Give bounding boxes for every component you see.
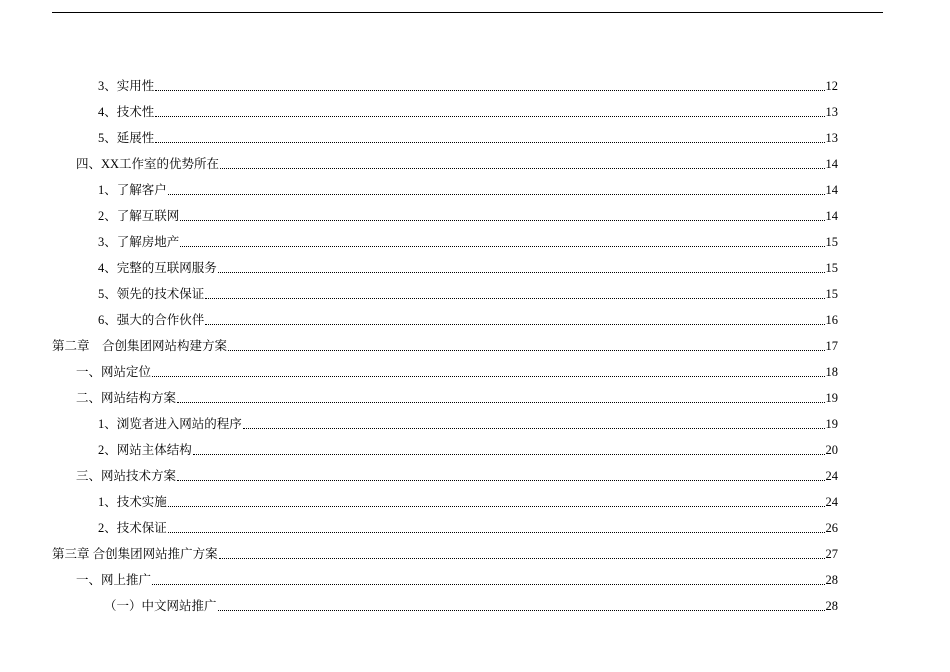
- toc-entry[interactable]: [0, 120, 838, 146]
- toc-entry[interactable]: [0, 68, 838, 94]
- toc-entry-page-number: 28: [825, 599, 838, 613]
- toc-entry-page-number: 20: [825, 443, 838, 457]
- toc-entry-page-number: 13: [825, 105, 838, 119]
- toc-entry-page-number: 15: [825, 235, 838, 249]
- dot-leader: [152, 375, 824, 377]
- toc-entry-page-number: 12: [825, 79, 838, 93]
- toc-entry[interactable]: [0, 224, 838, 250]
- toc-entry[interactable]: [0, 380, 838, 406]
- toc-entry-title: 5、领先的技术保证: [98, 287, 205, 301]
- toc-entry[interactable]: [0, 250, 838, 276]
- toc-entry-page-number: 18: [825, 365, 838, 379]
- dot-leader: [219, 557, 825, 559]
- dot-leader: [180, 219, 824, 221]
- toc-entry[interactable]: [0, 94, 838, 120]
- toc-entry-page-number: 14: [825, 157, 838, 171]
- toc-entry[interactable]: [0, 406, 838, 432]
- toc-entry[interactable]: [0, 484, 838, 510]
- toc-entry-page-number: 13: [825, 131, 838, 145]
- dot-leader: [155, 89, 824, 91]
- dot-leader: [193, 453, 825, 455]
- dot-leader: [155, 141, 824, 143]
- toc-entry[interactable]: [0, 198, 838, 224]
- toc-entry-title: 3、实用性: [98, 79, 155, 93]
- toc-entry[interactable]: [0, 432, 838, 458]
- dot-leader: [152, 583, 824, 585]
- dot-leader: [243, 427, 825, 429]
- dot-leader: [218, 609, 825, 611]
- dot-leader: [218, 271, 825, 273]
- toc-entry-title: 一、网上推广: [76, 573, 152, 587]
- dot-leader: [177, 401, 824, 403]
- toc-entry-title: 1、浏览者进入网站的程序: [98, 417, 242, 431]
- toc-entry-page-number: 24: [825, 495, 838, 509]
- dot-leader: [168, 193, 825, 195]
- toc-entry-page-number: 26: [825, 521, 838, 535]
- dot-leader: [228, 349, 824, 351]
- toc-entry[interactable]: [0, 146, 838, 172]
- toc-entry-title: 3、了解房地产: [98, 235, 180, 249]
- toc-entry-title: 2、技术保证: [98, 521, 167, 535]
- toc-entry-page-number: 19: [825, 391, 838, 405]
- toc-entry[interactable]: [0, 510, 838, 536]
- dot-leader: [205, 297, 824, 299]
- toc-entry-page-number: 19: [825, 417, 838, 431]
- toc-entry-title: （一）中文网站推广: [104, 599, 217, 613]
- toc-entry[interactable]: [0, 276, 838, 302]
- dot-leader: [205, 323, 824, 325]
- toc-entry-title: 6、强大的合作伙伴: [98, 313, 205, 327]
- toc-entry[interactable]: [0, 588, 838, 614]
- dot-leader: [180, 245, 824, 247]
- toc-entry-page-number: 27: [825, 547, 838, 561]
- toc-entry-title: 1、了解客户: [98, 183, 167, 197]
- toc-entry-page-number: 28: [825, 573, 838, 587]
- toc-entry-title: 2、网站主体结构: [98, 443, 192, 457]
- toc-entry-title: 5、延展性: [98, 131, 155, 145]
- toc-entry-page-number: 24: [825, 469, 838, 483]
- dot-leader: [220, 167, 824, 169]
- toc-entry[interactable]: [0, 458, 838, 484]
- toc-entry-page-number: 14: [825, 183, 838, 197]
- toc-entry-page-number: 15: [825, 287, 838, 301]
- toc-entry-title: 三、网站技术方案: [76, 469, 177, 483]
- toc-entry-page-number: 15: [825, 261, 838, 275]
- dot-leader: [177, 479, 824, 481]
- toc-entry[interactable]: [0, 302, 838, 328]
- dot-leader: [155, 115, 824, 117]
- toc-entry-page-number: 17: [825, 339, 838, 353]
- toc-entry[interactable]: [0, 536, 838, 562]
- toc-entry-title: 二、网站结构方案: [76, 391, 177, 405]
- header-rule: [52, 12, 883, 13]
- toc-entry-title: 4、完整的互联网服务: [98, 261, 217, 275]
- toc-entry[interactable]: [0, 562, 838, 588]
- toc-entry-title: 第二章 合创集团网站构建方案: [52, 339, 228, 353]
- toc-entry-title: 2、了解互联网: [98, 209, 180, 223]
- toc-entry-page-number: 16: [825, 313, 838, 327]
- toc-entry-title: 四、XX工作室的优势所在: [76, 157, 220, 171]
- toc-entry-page-number: 14: [825, 209, 838, 223]
- toc-entry-title: 一、网站定位: [76, 365, 152, 379]
- toc-entry[interactable]: [0, 328, 838, 354]
- toc-entry-title: 1、技术实施: [98, 495, 167, 509]
- dot-leader: [168, 531, 825, 533]
- toc-entry[interactable]: [0, 354, 838, 380]
- toc-entry-title: 第三章 合创集团网站推广方案: [52, 547, 218, 561]
- dot-leader: [168, 505, 825, 507]
- toc-entry-title: 4、技术性: [98, 105, 155, 119]
- toc-entry[interactable]: [0, 172, 838, 198]
